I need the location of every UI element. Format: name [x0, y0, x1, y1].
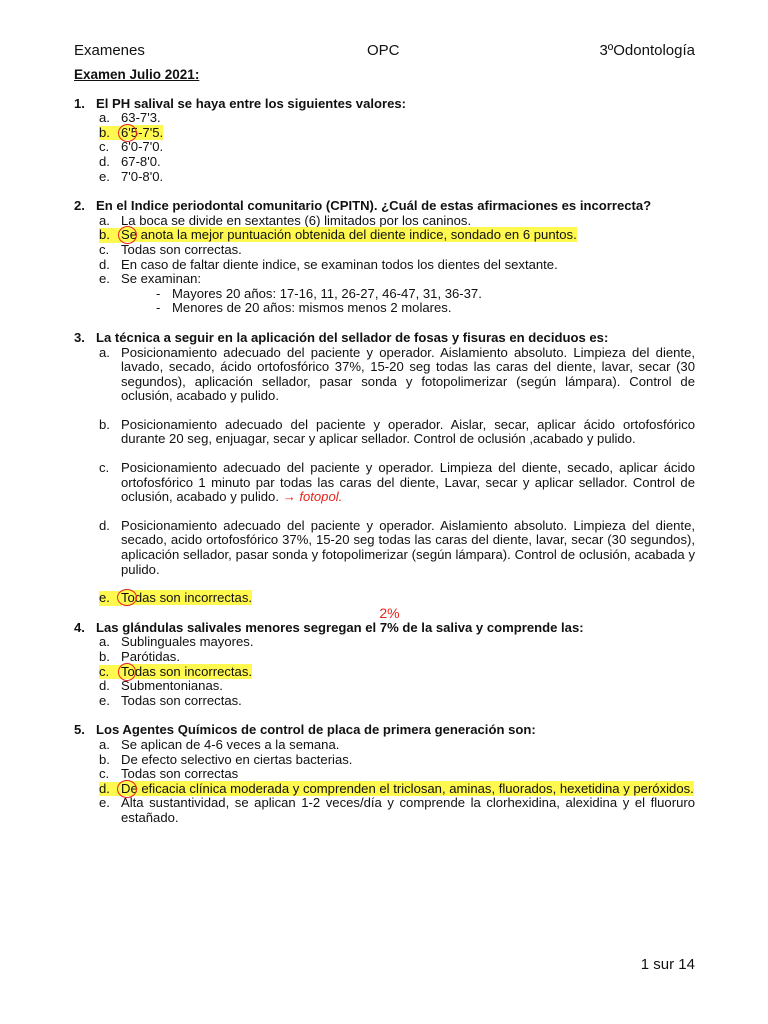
question-text: Los Agentes Químicos de control de placa de primera generación son: — [96, 722, 536, 738]
option-letter: d. — [99, 678, 110, 694]
header-left: Examenes — [74, 42, 145, 59]
question-stem — [74, 723, 695, 738]
option-letter: c. — [99, 241, 110, 257]
option-letter: e. — [99, 795, 110, 811]
question-number: 4. — [74, 619, 85, 635]
option-e — [74, 170, 695, 185]
option-d — [74, 519, 695, 577]
page-number: 1 sur 14 — [640, 956, 695, 973]
question-text: En el Indice periodontal comunitario (CPITN). ¿Cuál de estas afirmaciones es incorrecta? — [96, 198, 652, 214]
options-list — [74, 738, 695, 826]
option-d — [74, 258, 695, 273]
options-list — [74, 214, 695, 287]
document-body — [74, 68, 695, 826]
option-letter: d. — [99, 153, 110, 169]
option-e — [74, 272, 695, 287]
option-letter: b. — [99, 751, 110, 767]
option-text: 6'0-7'0. — [121, 139, 164, 155]
option-letter: c. — [99, 665, 121, 680]
question-text: El PH salival se haya entre los siguientes valores: — [96, 95, 407, 111]
option-letter: c. — [99, 460, 110, 476]
option-letter: a. — [99, 736, 110, 752]
option-text-highlighted: Todas son incorrectas. — [121, 590, 253, 606]
option-text-highlighted: 6'5-7'5. — [121, 124, 164, 140]
option-letter: b. — [99, 416, 110, 432]
option-text: Posicionamiento adecuado del paciente y operador. Aislar, secar, aplicar ácido ortofosfórico durante 20 seg, enjuagar, secar y aplicar sellador. Control de oclusión ,acabado y pulido. — [121, 416, 695, 447]
option-text: Submentonianas. — [121, 678, 223, 694]
option-text: Se aplican de 4-6 veces a la semana. — [121, 736, 340, 752]
option-text: Posicionamiento adecuado del paciente y operador. Limpieza del diente, secado, aplicar ácido ortofosfórico 1 minuto par todas las caras del diente, Lavar, secar y aplicar sellador. Control de oclusión, acabado y pulido. — [121, 460, 695, 505]
option-e — [74, 694, 695, 709]
dash-bullet: - — [156, 300, 161, 316]
option-text: Sublinguales mayores. — [121, 634, 254, 650]
option-text: Todas son correctas. — [121, 241, 242, 257]
question-1 — [74, 97, 695, 185]
option-letter: d. — [99, 517, 110, 533]
options-list — [74, 346, 695, 606]
option-letter: d. — [99, 256, 110, 272]
option-a — [74, 111, 695, 126]
handwritten-annotation: 2% — [379, 604, 400, 621]
question-4 — [74, 621, 695, 709]
option-a — [74, 738, 695, 753]
option-c — [74, 243, 695, 258]
options-list — [74, 111, 695, 184]
option-letter: e. — [99, 168, 110, 184]
option-text: En caso de faltar diente indice, se examinan todos los dientes del sextante. — [121, 256, 558, 272]
question-text: Las glándulas salivales menores segregan el 7% de la saliva y comprende las: — [96, 619, 584, 635]
question-number: 2. — [74, 198, 85, 214]
option-text-highlighted: De eficacia clínica moderada y comprenden el triclosan, aminas, fluorados, hexetidina y peróxidos. — [121, 780, 694, 796]
option-b — [74, 753, 695, 768]
option-letter: c. — [99, 139, 110, 155]
options-list — [74, 635, 695, 708]
option-text: 7'0-8'0. — [121, 168, 164, 184]
question-5 — [74, 723, 695, 825]
option-b — [74, 650, 695, 665]
sub-list — [74, 287, 695, 316]
question-stem — [74, 199, 695, 214]
option-text: 63-7'3. — [121, 110, 161, 126]
question-2 — [74, 199, 695, 316]
sub-item — [156, 301, 695, 316]
option-text: Parótidas. — [121, 649, 180, 664]
option-e — [74, 796, 695, 825]
option-c — [74, 461, 695, 505]
question-3 — [74, 331, 695, 606]
option-letter: e. — [99, 591, 121, 606]
sub-item — [156, 287, 695, 302]
question-text: La técnica a seguir en la aplicación del sellador de fosas y fisuras en deciduos es: — [96, 329, 609, 345]
option-d — [74, 679, 695, 694]
question-number: 3. — [74, 329, 85, 345]
question-stem — [74, 621, 695, 636]
option-text: Posicionamiento adecuado del paciente y operador. Aislamiento absoluto. Limpieza del diente, lavado, secado, ácido ortofosfórico 37%, 15-20 seg todas las caras del diente, lavar, secar (30 segundos), aplicación sellador, pasar sonda y fotopolimerizar (según lámpara). Control de oclusión, acabado y pulido. — [121, 344, 695, 404]
question-number: 5. — [74, 722, 85, 738]
option-text: Alta sustantividad, se aplican 1-2 veces/día y comprende la clorhexidina, alexidina y el fluoruro estañado. — [121, 795, 695, 825]
option-b — [74, 228, 695, 243]
option-letter: a. — [99, 212, 110, 228]
handwritten-note: → fotopol. — [282, 489, 343, 505]
header-right: 3ºOdontología — [599, 42, 695, 59]
question-stem — [74, 97, 695, 112]
option-a — [74, 346, 695, 404]
header-center: OPC — [367, 42, 400, 59]
page-header — [74, 42, 695, 62]
option-letter: b. — [99, 649, 110, 664]
option-text: Todas son correctas. — [121, 692, 242, 708]
option-c — [74, 140, 695, 155]
question-stem — [74, 331, 695, 346]
option-letter: b. — [99, 228, 121, 243]
option-letter: e. — [99, 271, 110, 287]
option-text-highlighted: Se anota la mejor puntuación obtenida del diente indice, sondado en 6 puntos. — [121, 227, 577, 243]
option-letter: c. — [99, 766, 110, 782]
option-c — [74, 767, 695, 782]
option-letter: e. — [99, 692, 110, 708]
option-text: Se examinan: — [121, 271, 202, 287]
option-letter: a. — [99, 344, 110, 360]
dash-bullet: - — [156, 285, 161, 301]
option-text-highlighted: Todas son incorrectas. — [121, 663, 253, 679]
exam-title: Examen Julio 2021: — [74, 67, 200, 82]
option-d — [74, 155, 695, 170]
option-letter: d. — [99, 782, 121, 797]
option-letter: a. — [99, 634, 110, 650]
option-b — [74, 126, 695, 141]
option-c — [74, 665, 695, 680]
option-letter: b. — [99, 126, 121, 141]
option-d — [74, 782, 695, 797]
option-letter: a. — [99, 110, 110, 126]
question-number: 1. — [74, 95, 85, 111]
sub-item-text: Mayores 20 años: 17-16, 11, 26-27, 46-47, 31, 36-37. — [172, 285, 482, 301]
option-text: 67-8'0. — [121, 153, 161, 169]
option-text: La boca se divide en sextantes (6) limitados por los caninos. — [121, 212, 472, 228]
sub-item-text: Menores de 20 años: mismos menos 2 molares. — [172, 300, 452, 316]
option-a — [74, 214, 695, 229]
option-text: Todas son correctas — [121, 766, 239, 782]
option-text: De efecto selectivo en ciertas bacterias. — [121, 751, 353, 767]
option-e — [74, 591, 695, 606]
option-text: Posicionamiento adecuado del paciente y operador. Aislamiento absoluto. Limpieza del diente, secado, acido ortofosfórico 37%, 15-20 seg todas las caras del diente, lavar, secar (30 segundos), aplicación sellador, pasar sonda y fotopolimerizar (según lámpara). Control de oclusión, acabada y pulido. — [121, 517, 695, 577]
option-b — [74, 418, 695, 447]
option-a — [74, 635, 695, 650]
